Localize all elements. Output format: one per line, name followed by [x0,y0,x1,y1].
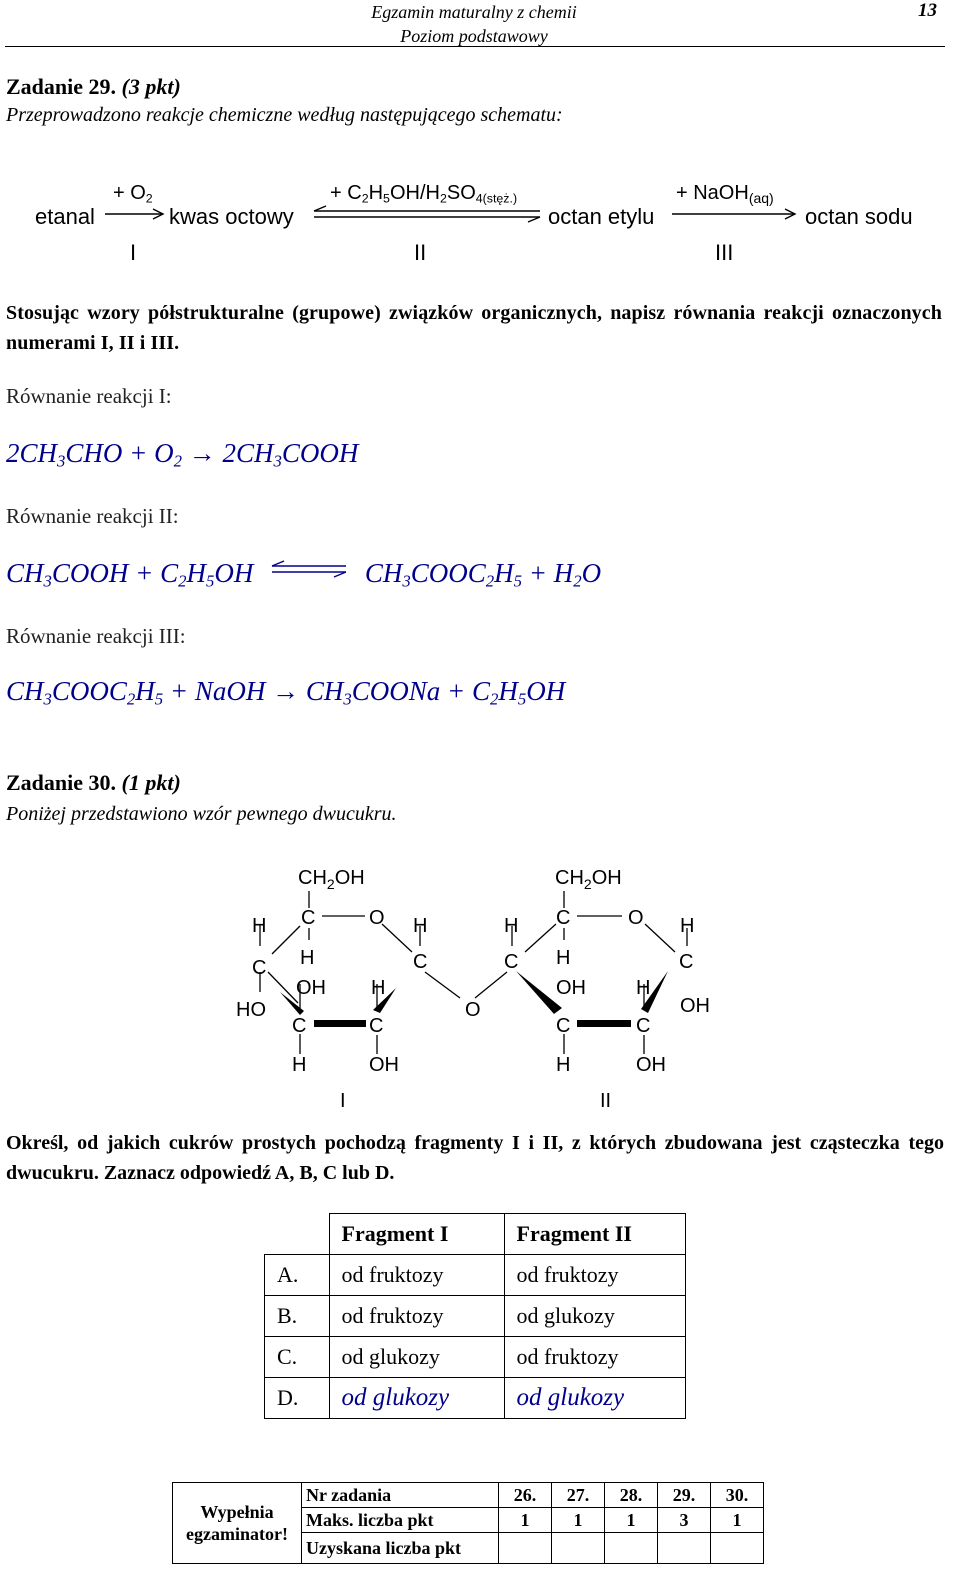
arrow-reaction-1 [105,208,165,220]
fill-label-line2: egzaminator! [186,1524,288,1544]
svg-text:H: H [680,915,695,937]
max-points-cell: 1 [605,1508,658,1533]
svg-text:H: H [371,977,386,999]
arrow-reaction-3 [672,208,797,220]
score-table [172,1482,764,1564]
arrow-reaction-2-equilibrium [312,205,542,225]
svg-text:H: H [252,915,267,937]
row-label-task-number: Nr zadania [302,1483,499,1508]
eq3-answer: $CH_3COOC_2H_5$ + NaOH → $CH_3COONa + C_2H_5OH$ [6,676,566,709]
scheme-label-III: III [715,240,734,265]
task29-heading [6,74,181,100]
task-number-cell: 28. [605,1483,658,1508]
max-points-cell: 3 [658,1508,711,1533]
eq2-left: $CH_3COOH + C_2H_5OH$ [6,558,254,591]
task30-intro: Poniżej przedstawiono wzór pewnego dwucukru. [6,803,397,825]
obtained-points-input[interactable] [711,1533,764,1564]
task-number-cell: 26. [499,1483,552,1508]
option-fragment-1: od fruktozy [329,1296,504,1337]
task29-title: Zadanie 29. [6,74,117,99]
row-label-obtained-points: Uzyskana liczba pkt [302,1533,499,1564]
frag1-ch2oh: $CH_2OH$ [298,867,365,892]
scheme-kwas-octowy: kwas octowy [169,204,294,229]
task30-title: Zadanie 30. [6,770,117,795]
obtained-points-input[interactable] [552,1533,605,1564]
option-fragment-2: od glukozy [504,1378,686,1419]
eq2-answer [6,558,601,589]
task29-points: (3 pkt) [121,74,181,99]
header-fragment-2: Fragment II [504,1214,686,1255]
header-title-line2: Poziom podstawowy [400,26,548,46]
svg-text:O: O [465,999,481,1021]
header-fragment-1: Fragment I [329,1214,504,1255]
reagent3-sub: (aq) [748,189,774,206]
svg-text:C: C [556,907,571,929]
answer-table [264,1213,686,1419]
option-letter[interactable]: D. [265,1378,330,1419]
scheme-reagent-2: + $C_2H_5OH/H_2SO_{4(stęż.)}$ [330,182,518,206]
task29-instruction: Stosując wzory półstrukturalne (grupowe) związków organicznych, napisz równania reakcji oznaczonych numerami I, II i III. [6,302,942,354]
svg-text:C: C [679,951,694,973]
header-title-line1: Egzamin maturalny z chemii [371,2,577,22]
reagent1-sub: 2 [145,191,153,206]
eq1-answer: $2CH_3CHO + O_2$ → $2CH_3COOH$ [6,438,359,471]
eq1-label: Równanie reakcji I: [6,384,172,408]
scheme-label-I: I [130,240,137,265]
svg-text:H: H [413,915,428,937]
header-empty-cell [265,1214,330,1255]
answer-row-d[interactable] [265,1378,686,1419]
answer-row-c[interactable] [265,1337,686,1378]
obtained-points-input[interactable] [658,1533,711,1564]
svg-text:OH: OH [636,1054,666,1076]
svg-text:HO: HO [236,999,266,1021]
option-fragment-2: od fruktozy [504,1337,686,1378]
scheme-etanal: etanal [35,204,95,229]
svg-text:C: C [636,1015,651,1037]
svg-text:H: H [556,947,571,969]
svg-text:H: H [636,977,651,999]
svg-text:OH: OH [369,1054,399,1076]
svg-text:H: H [504,915,519,937]
svg-text:C: C [292,1015,307,1037]
svg-text:OH: OH [680,995,710,1017]
svg-text:C: C [301,907,316,929]
answer-table-header [265,1214,686,1255]
eq3-label: Równanie reakcji III: [6,624,186,648]
obtained-points-input[interactable] [499,1533,552,1564]
option-letter[interactable]: B. [265,1296,330,1337]
eq2-label: Równanie reakcji II: [6,504,179,528]
scheme-octan-sodu: octan sodu [805,204,913,229]
svg-text:O: O [628,907,644,929]
option-fragment-1: od glukozy [329,1337,504,1378]
fill-label-line1: Wypełnia [200,1502,274,1522]
score-fill-label [173,1483,302,1564]
scheme-reagent-1 [113,182,153,205]
option-fragment-1: od glukozy [329,1378,504,1419]
eq2-right: $CH_3COOC_2H_5 + H_2O$ [364,558,602,591]
svg-text:C: C [369,1015,384,1037]
row-label-max-points: Maks. liczba pkt [302,1508,499,1533]
svg-text:H: H [300,947,315,969]
task29-intro: Przeprowadzono reakcje chemiczne według następującego schematu: [6,104,563,126]
task30-heading [6,770,181,796]
eq2-equilibrium-arrow [266,560,352,580]
task30-points: (1 pkt) [121,770,181,795]
svg-text:H: H [292,1054,307,1076]
scheme-reagent-3 [676,182,774,205]
answer-row-a[interactable] [265,1255,686,1296]
header-title [356,0,592,48]
reagent3-main: + NaOH [676,182,749,204]
option-fragment-2: od fruktozy [504,1255,686,1296]
answer-row-b[interactable] [265,1296,686,1337]
svg-text:H: H [556,1054,571,1076]
svg-text:OH: OH [556,977,586,999]
obtained-points-input[interactable] [605,1533,658,1564]
max-points-cell: 1 [552,1508,605,1533]
option-fragment-2: od glukozy [504,1296,686,1337]
page-number: 13 [918,0,937,21]
max-points-cell: 1 [499,1508,552,1533]
svg-text:C: C [252,957,267,979]
header-divider [5,46,945,47]
option-fragment-1: od fruktozy [329,1255,504,1296]
svg-text:C: C [504,951,519,973]
option-letter[interactable]: A. [265,1255,330,1296]
scheme-label-II: II [414,240,427,265]
max-points-cell: 1 [711,1508,764,1533]
fragment-label-II: II [600,1090,612,1112]
svg-text:C: C [413,951,428,973]
svg-text:OH: OH [296,977,326,999]
option-letter[interactable]: C. [265,1337,330,1378]
svg-text:C: C [556,1015,571,1037]
task-number-cell: 29. [658,1483,711,1508]
frag2-ch2oh: $CH_2OH$ [555,867,622,892]
disaccharide-structure [220,858,740,1118]
fragment-label-I: I [340,1090,346,1112]
task-number-cell: 30. [711,1483,764,1508]
reagent1-main: + O [113,182,146,204]
svg-text:O: O [369,907,385,929]
task-number-cell: 27. [552,1483,605,1508]
task30-question: Określ, od jakich cukrów prostych pochodzą fragmenty I i II, z których zbudowana jest cząsteczka tego dwucukru. Zaznacz odpowiedź A, B, C lub D. [6,1132,944,1184]
scheme-octan-etylu: octan etylu [548,204,655,229]
